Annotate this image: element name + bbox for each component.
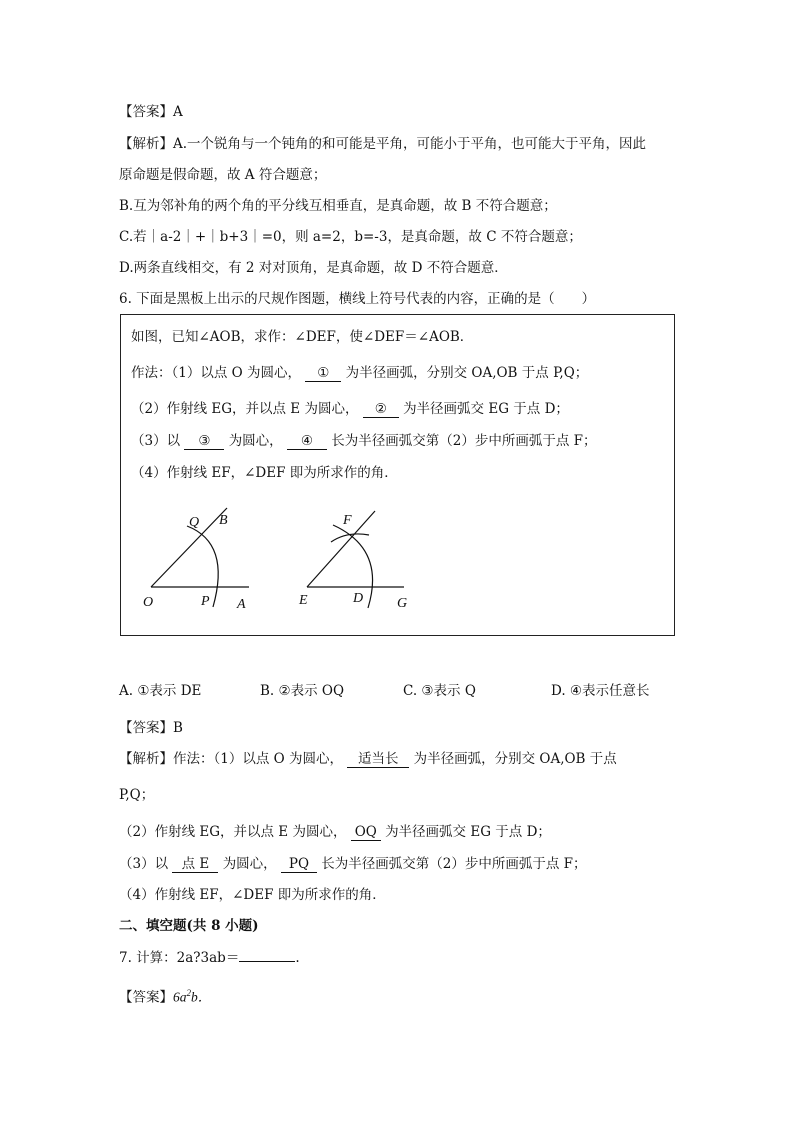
q6-blackboard-box	[120, 314, 675, 636]
q5-analysis-line1: 【解析】A.一个锐角与一个钝角的和可能是平角，可能小于平角，也可能大于平角，因此	[119, 136, 647, 152]
q6-analysis-line4: （3）以 点 E 为圆心， PQ 长为半径画弧交第（2）步中所画弧于点 F；	[119, 856, 587, 872]
q6-answer: 【答案】B	[119, 720, 183, 736]
q5-option-b-analysis: B.互为邻补角的两个角的平分线互相垂直，是真命题，故 B 不符合题意；	[119, 198, 557, 214]
q7-answer: 【答案】$6a^2b$．	[119, 988, 212, 1006]
label-p: P	[201, 594, 210, 609]
angle-aob	[143, 508, 249, 612]
q5-option-d-analysis: D.两条直线相交，有 2 对对顶角，是真命题，故 D 不符合题意．	[119, 260, 508, 276]
label-q: Q	[189, 515, 200, 530]
angle-def	[298, 511, 407, 611]
q6-analysis-line3: （2）作射线 EG，并以点 E 为圆心， OQ 为半径画弧交 EG 于点 D；	[119, 824, 551, 840]
q6-option-b: B. ②表示 OQ	[260, 683, 345, 699]
q6-analysis-line1: 【解析】作法：（1）以点 O 为圆心， 适当长 为半径画弧，分别交 OA,OB 于点	[119, 751, 617, 767]
analysis-blank-1: 适当长	[347, 751, 409, 768]
q6-box-line1: 如图，已知∠AOB，求作：∠DEF，使∠DEF＝∠AOB．	[131, 329, 474, 345]
section-heading: 二、填空题(共 8 小题)	[119, 918, 259, 934]
blank-1: ①	[305, 365, 341, 382]
label-o: O	[143, 595, 154, 610]
q6-box-line3: （2）作射线 EG，并以点 E 为圆心， ② 为半径画弧交 EG 于点 D；	[131, 401, 569, 417]
analysis-blank-4: PQ	[281, 856, 317, 873]
analysis-blank-2: OQ	[351, 824, 381, 841]
label-d: D	[353, 591, 364, 606]
analysis-blank-3: 点 E	[172, 856, 218, 873]
q7-stem: 7. 计算：2a?3ab＝ .	[119, 947, 300, 968]
label-e: E	[299, 593, 308, 608]
q6-box-line2: 作法：（1）以点 O 为圆心， ① 为半径画弧，分别交 OA,OB 于点 P,Q；	[131, 365, 589, 381]
q6-analysis-line5: （4）作射线 EF，∠DEF 即为所求作的角．	[119, 887, 386, 903]
blank-2: ②	[363, 401, 399, 418]
q6-analysis-line2: P,Q；	[119, 787, 155, 803]
q6-box-line4: （3）以 ③ 为圆心， ④ 长为半径画弧交第（2）步中所画弧于点 F；	[131, 433, 597, 449]
label-g: G	[397, 596, 408, 611]
ray-ef	[307, 511, 375, 587]
label-f: F	[343, 513, 352, 528]
q6-stem: 6. 下面是黑板上出示的尺规作图题，横线上符号代表的内容，正确的是（ ）	[119, 291, 596, 307]
q6-box-line5: （4）作射线 EF，∠DEF 即为所求作的角．	[131, 465, 398, 481]
blank-4: ④	[287, 433, 327, 450]
blank-3: ③	[184, 433, 224, 450]
q5-answer: 【答案】A	[119, 104, 183, 120]
q7-answer-blank	[239, 947, 295, 962]
construction-figure	[121, 483, 674, 633]
label-b: B	[219, 513, 228, 528]
q5-analysis-line2: 原命题是假命题，故 A 符合题意；	[119, 167, 327, 183]
q6-option-c: C. ③表示 Q	[403, 683, 476, 699]
q5-option-c-analysis: C.若｜a-2｜+｜b+3｜=0，则 a=2，b=-3，是真命题，故 C 不符合题意；	[119, 229, 582, 245]
label-a: A	[237, 597, 246, 612]
q6-option-d: D. ④表示任意长	[551, 683, 650, 699]
q6-option-a: A. ①表示 DE	[119, 683, 202, 699]
